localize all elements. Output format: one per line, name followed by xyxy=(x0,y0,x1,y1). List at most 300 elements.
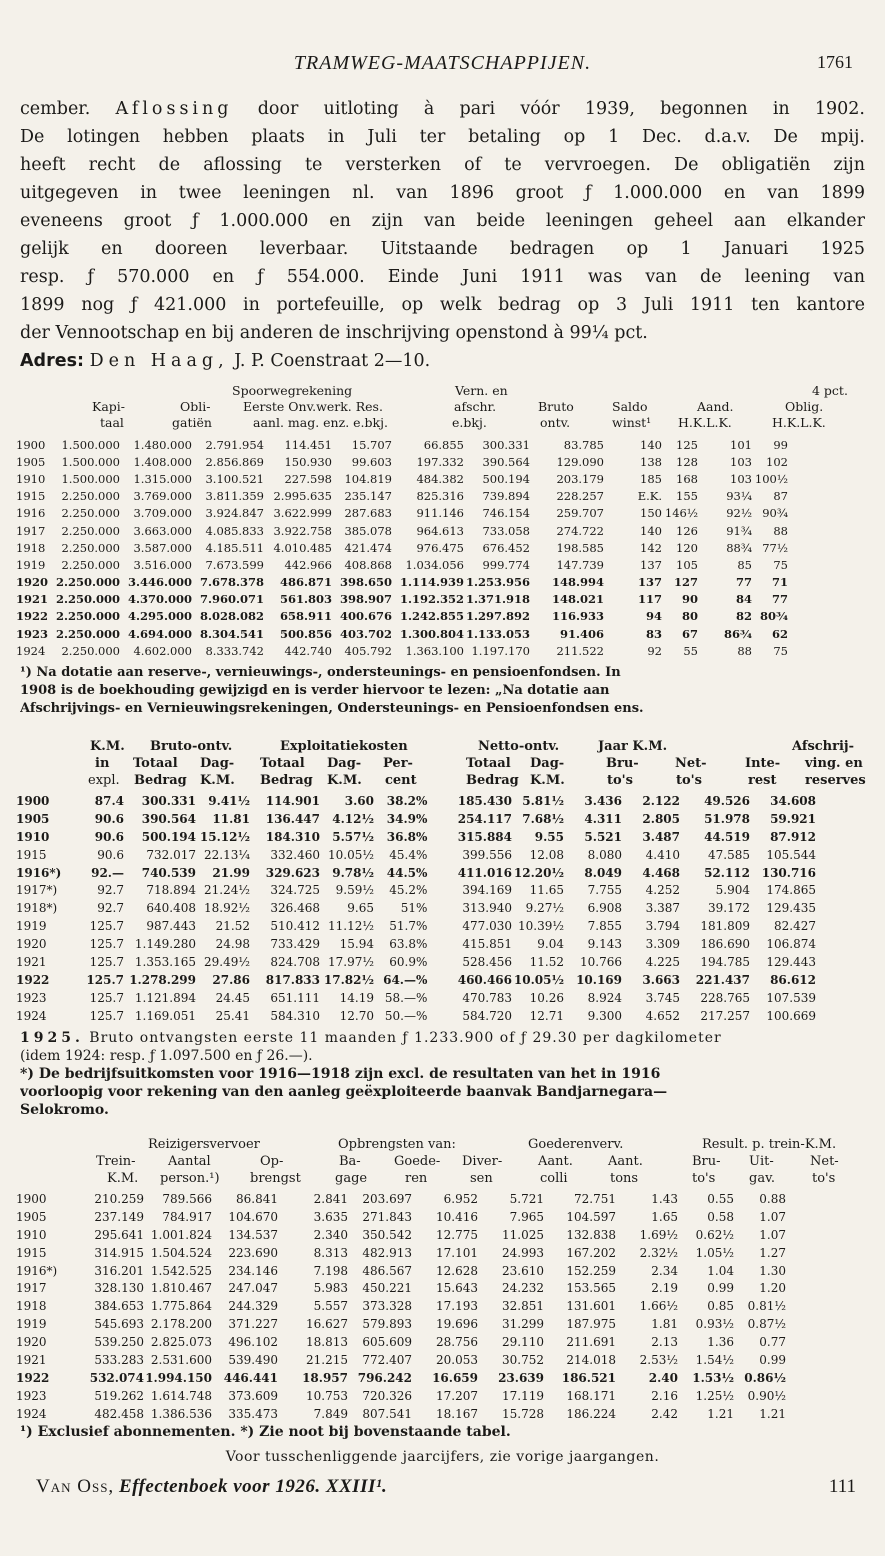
table-cell: 90¾ xyxy=(762,506,788,521)
table-cell: 92½ xyxy=(726,506,752,521)
hdr-obli: Obli- xyxy=(180,399,211,414)
hdr-afschr: afschr. xyxy=(454,399,497,414)
table-cell: 999.774 xyxy=(482,557,530,572)
table-cell: 148.021 xyxy=(551,592,604,607)
table-cell: 4.225 xyxy=(645,954,680,969)
table-row xyxy=(16,917,816,935)
table-cell: 446.441 xyxy=(223,1370,278,1385)
table-cell: 3.924.847 xyxy=(205,506,264,521)
table-cell: 3.100.521 xyxy=(205,471,264,486)
table-cell: 0.86½ xyxy=(744,1370,786,1385)
table-cell: 8.080 xyxy=(587,847,622,862)
table-cell: 6.952 xyxy=(443,1191,478,1206)
table-cell: 10.26 xyxy=(529,990,564,1005)
year-cell: 1919 xyxy=(16,1317,47,1332)
table-cell: 2.250.000 xyxy=(61,643,120,658)
year-cell: 1922 xyxy=(16,609,49,624)
table-cell: 77 xyxy=(771,592,788,607)
running-header xyxy=(0,52,885,80)
table-cell: 58.— xyxy=(384,990,416,1005)
table-cell: 82.427 xyxy=(774,919,816,934)
hdr-uit: Uit- xyxy=(749,1154,774,1169)
table-cell: 11.52 xyxy=(529,954,564,969)
table-cell: 4.085.833 xyxy=(205,523,264,538)
table-cell: 83 xyxy=(645,626,662,641)
table-cell: 90.6 xyxy=(94,829,124,844)
table-cell: 1.81 xyxy=(651,1317,678,1332)
hdr-afschrij: Afschrij- xyxy=(792,739,855,754)
table-cell: 90.6 xyxy=(94,811,124,826)
table-cell: 87 xyxy=(773,489,788,504)
table-cell: 539.490 xyxy=(228,1352,278,1367)
table-cell: 398.650 xyxy=(339,575,392,590)
address-street: J. P. Coenstraat 2—10. xyxy=(228,351,431,371)
table-cell: 29.110 xyxy=(502,1335,544,1350)
table-cell: 186.224 xyxy=(566,1406,616,1421)
table-cell: % xyxy=(416,972,428,987)
table-cell: 45.4 xyxy=(389,847,416,862)
table-cell: 21.99 xyxy=(212,865,250,880)
table-row xyxy=(16,846,816,864)
table-cell: 316.201 xyxy=(94,1263,144,1278)
table-cell: 584.310 xyxy=(270,1008,320,1023)
hdr-totaal: Totaal xyxy=(466,756,511,771)
year-cell: 1923 xyxy=(16,990,47,1005)
table-cell: 18.813 xyxy=(306,1335,348,1350)
table-cell: % xyxy=(416,883,428,898)
intro-paragraph xyxy=(20,95,865,375)
table-cell: 1.27 xyxy=(759,1245,786,1260)
table-cell: 484.382 xyxy=(416,471,464,486)
table-cell: 0.99 xyxy=(707,1281,734,1296)
table-cell: 11.025 xyxy=(502,1227,544,1242)
year-cell: 1910 xyxy=(16,1227,47,1242)
table-cell: 584.720 xyxy=(462,1008,512,1023)
table-cell: 3.635 xyxy=(313,1209,348,1224)
table-cell: 2.250.000 xyxy=(61,540,120,555)
year-cell: 1918 xyxy=(16,1299,47,1314)
table-cell: 1.149.280 xyxy=(134,937,196,952)
table-cell: 36.8 xyxy=(386,829,416,844)
hdr-bru: Bru- xyxy=(606,756,639,771)
table-cell: 11.12½ xyxy=(328,919,374,934)
table-cell: 184.310 xyxy=(265,829,320,844)
table-cell: 561.803 xyxy=(279,592,332,607)
table-cell: 3.309 xyxy=(645,937,680,952)
table-row xyxy=(16,522,788,539)
table-cell: 126 xyxy=(676,523,698,538)
table2-notes xyxy=(20,1029,865,1119)
table-cell: 2.856.869 xyxy=(205,454,264,469)
table-cell: 4.370.000 xyxy=(127,592,192,607)
table-cell: 185.430 xyxy=(457,793,512,808)
table-cell: 1.500.000 xyxy=(61,471,120,486)
hdr-bruto: Bruto xyxy=(538,399,574,414)
table-cell: 129.435 xyxy=(766,901,816,916)
table-cell: 107.539 xyxy=(766,990,816,1005)
table-cell: 539.250 xyxy=(94,1335,144,1350)
table-cell: 92 xyxy=(647,643,662,658)
table-cell: 83.785 xyxy=(563,437,604,452)
table-cell: 116.933 xyxy=(551,609,604,624)
table-cell: 18.957 xyxy=(302,1370,348,1385)
table-cell: 390.564 xyxy=(141,811,196,826)
table-cell: 500.194 xyxy=(141,829,196,844)
table-row xyxy=(16,591,788,608)
table-cell: 313.940 xyxy=(462,901,512,916)
table-cell: 55 xyxy=(683,643,698,658)
hdr-opbrengsten: Opbrengsten van: xyxy=(338,1137,456,1152)
table-cell: 21.215 xyxy=(306,1352,348,1367)
table-cell: 1.30 xyxy=(759,1263,786,1278)
table-cell: 2.250.000 xyxy=(61,506,120,521)
table-cell: 545.693 xyxy=(94,1317,144,1332)
hdr-ba: Ba- xyxy=(339,1154,361,1169)
table-row xyxy=(16,642,788,659)
table-cell: 203.179 xyxy=(556,471,604,486)
table-cell: 87.4 xyxy=(94,793,124,808)
table-cell: 1.21 xyxy=(707,1406,734,1421)
page-footer xyxy=(36,1476,856,1506)
table-cell: 1.53½ xyxy=(692,1370,734,1385)
table-cell: 1.500.000 xyxy=(61,437,120,452)
table-cell: 718.894 xyxy=(146,883,196,898)
table-cell: 1.192.352 xyxy=(399,592,464,607)
hdr-in: in xyxy=(95,756,110,771)
table-cell: 9.59½ xyxy=(335,883,374,898)
hdr-oblig: Oblig. xyxy=(785,399,824,414)
table-cell: 87.912 xyxy=(770,829,816,844)
year-cell: 1916*) xyxy=(16,1263,58,1278)
table-cell: 22.13¼ xyxy=(204,847,250,862)
table-cell: 130.716 xyxy=(761,865,816,880)
hdr-person: person.¹) xyxy=(160,1171,220,1186)
table-cell: 5.81½ xyxy=(522,793,564,808)
table-cell: 824.708 xyxy=(270,954,320,969)
table-cell: 185 xyxy=(640,471,662,486)
table-row xyxy=(16,935,816,953)
table-cell: 24.98 xyxy=(215,937,250,952)
year-cell: 1905 xyxy=(16,454,46,469)
table-cell: 3.487 xyxy=(642,829,680,844)
table-cell: 300.331 xyxy=(482,437,530,452)
table-row xyxy=(16,453,788,470)
table-cell: 1.315.000 xyxy=(133,471,192,486)
table-cell: 1.480.000 xyxy=(133,437,192,452)
table-cell: 1.197.170 xyxy=(471,643,530,658)
table-cell: 500.194 xyxy=(482,471,530,486)
year-cell: 1915 xyxy=(16,1245,47,1260)
table-cell: 1.07 xyxy=(759,1209,786,1224)
intro-text: cember. xyxy=(20,99,116,119)
intro-line: heeft recht de aflossing te versterken of te vervroegen. De obligatiën zijn xyxy=(20,155,865,175)
table-row xyxy=(16,1262,786,1280)
intro-line xyxy=(20,95,865,123)
table-row xyxy=(16,899,816,917)
hdr-exploitatie: Exploitatiekosten xyxy=(280,739,408,754)
table-row xyxy=(16,1208,786,1226)
table-cell: 75 xyxy=(773,557,788,572)
table-cell: 390.564 xyxy=(482,454,530,469)
table-cell: 1.353.165 xyxy=(134,954,196,969)
intro-spaced-word: Aflossing xyxy=(115,99,233,119)
hdr-op: Op- xyxy=(260,1154,284,1169)
table-cell: 394.169 xyxy=(462,883,512,898)
table-cell: 2.340 xyxy=(313,1227,348,1242)
table3-footnote2 xyxy=(20,1448,865,1466)
table-cell: 10.169 xyxy=(576,972,622,987)
table-cell: 234.146 xyxy=(228,1263,278,1278)
table-cell: 911.146 xyxy=(416,506,464,521)
hdr-spoorweg: Spoorwegrekening xyxy=(232,383,353,398)
hdr-aantal: Aantal xyxy=(168,1154,211,1169)
table-cell: 1.001.824 xyxy=(150,1227,212,1242)
hdr-net: Net- xyxy=(810,1154,839,1169)
table-cell: 1.36 xyxy=(707,1335,734,1350)
table-cell: 30.752 xyxy=(502,1352,544,1367)
table-cell: 8.028.082 xyxy=(199,609,264,624)
year-cell: 1916 xyxy=(16,506,46,521)
hdr-bedrag: Bedrag xyxy=(134,773,187,788)
table-cell: 373.609 xyxy=(228,1388,278,1403)
table-cell: 0.88 xyxy=(759,1191,786,1206)
hdr-reizigers: Reizigersvervoer xyxy=(148,1137,260,1152)
table-cell: 4.010.485 xyxy=(273,540,332,555)
table-cell: 640.408 xyxy=(146,901,196,916)
table-cell: 532.074 xyxy=(89,1370,144,1385)
table-cell: 17.193 xyxy=(436,1299,478,1314)
table-cell: 137 xyxy=(640,557,662,572)
table-cell: 211.522 xyxy=(556,643,604,658)
table-cell: 415.851 xyxy=(462,937,512,952)
table-cell: 328.130 xyxy=(94,1281,144,1296)
table-cell: 12.628 xyxy=(436,1263,478,1278)
table-cell: 99.603 xyxy=(351,454,392,469)
table-cell: 217.257 xyxy=(700,1008,750,1023)
table-cell: 274.722 xyxy=(556,523,604,538)
table-cell: 442.740 xyxy=(284,643,332,658)
table-cell: 106.874 xyxy=(766,937,816,952)
table-cell: 1.66½ xyxy=(639,1299,678,1314)
hdr-taal: taal xyxy=(100,415,124,430)
table-cell: 2.841 xyxy=(313,1191,348,1206)
table-cell: 373.328 xyxy=(362,1299,412,1314)
table-cell: 3.622.999 xyxy=(273,506,332,521)
table-cell: 7.198 xyxy=(313,1263,348,1278)
hdr-winst: winst¹ xyxy=(612,415,652,430)
table-cell: 4.295.000 xyxy=(127,609,192,624)
table-cell: 7.68½ xyxy=(522,811,564,826)
hdr-eerste: Eerste Onv.werk. Res. xyxy=(243,399,383,414)
table-cell: 0.99 xyxy=(759,1352,786,1367)
table-cell: 10.416 xyxy=(436,1209,478,1224)
table-cell: 86.612 xyxy=(770,972,816,987)
table-cell: 0.55 xyxy=(707,1191,734,1206)
table-cell: 91¾ xyxy=(726,523,752,538)
hdr-ebkj: e.bkj. xyxy=(452,415,487,430)
table-cell: 5.904 xyxy=(715,883,750,898)
table-cell: 3.709.000 xyxy=(133,506,192,521)
table-cell: 720.326 xyxy=(362,1388,412,1403)
address-line xyxy=(20,347,865,375)
hdr-ving: ving. en xyxy=(805,756,863,771)
table-cell: 1.242.855 xyxy=(399,609,464,624)
hdr-expl: expl. xyxy=(88,773,120,788)
hdr-result: Result. p. trein-K.M. xyxy=(702,1137,837,1152)
table-cell: 125.7 xyxy=(89,1008,124,1023)
table-cell: % xyxy=(416,865,428,880)
table-cell: 421.474 xyxy=(344,540,392,555)
table-cell: 332.460 xyxy=(270,847,320,862)
table-cell: 125.7 xyxy=(89,990,124,1005)
table-cell: 1.69½ xyxy=(639,1227,678,1242)
table-cell: 15.94 xyxy=(339,937,374,952)
year-cell: 1917*) xyxy=(16,883,58,898)
table-cell: 326.468 xyxy=(270,901,320,916)
hdr-hklk-oblig: H.K.L.K. xyxy=(772,415,826,430)
table-cell: 23.610 xyxy=(502,1263,544,1278)
table-cell: 3.663 xyxy=(642,972,680,987)
year-cell: 1922 xyxy=(16,972,50,987)
table-cell: 0.93½ xyxy=(695,1317,734,1332)
hdr-tons: tons xyxy=(610,1171,639,1186)
table-cell: 9.27½ xyxy=(525,901,564,916)
table-cell: 92.7 xyxy=(97,883,124,898)
hdr-diver: Diver- xyxy=(462,1154,503,1169)
table-cell: 825.316 xyxy=(416,489,464,504)
table-cell: 2.791.954 xyxy=(205,437,264,452)
table-cell: 486.871 xyxy=(279,575,332,590)
table-cell: 32.851 xyxy=(502,1299,544,1314)
table-cell: 987.443 xyxy=(146,919,196,934)
table-cell: 1.386.536 xyxy=(150,1406,212,1421)
table-cell: 99 xyxy=(773,437,788,452)
table-cell: 807.541 xyxy=(362,1406,412,1421)
table-cell: 4.468 xyxy=(642,865,680,880)
table-cell: 15.728 xyxy=(502,1406,544,1421)
table-cell: 733.058 xyxy=(482,523,530,538)
hdr-vern: Vern. en xyxy=(455,383,508,398)
table-cell: 2.34 xyxy=(651,1263,678,1278)
table-cell: 817.833 xyxy=(265,972,320,987)
table-cell: 3.387 xyxy=(645,901,680,916)
year-cell: 1915 xyxy=(16,489,46,504)
table-cell: 24.993 xyxy=(502,1245,544,1260)
table-cell: 3.516.000 xyxy=(133,557,192,572)
table-cell: 18.92½ xyxy=(204,901,250,916)
table-cell: 964.613 xyxy=(416,523,464,538)
year-cell: 1920 xyxy=(16,937,47,952)
table-cell: 3.446.000 xyxy=(127,575,192,590)
footer-book-title: Effectenboek voor 1926. XXIII¹. xyxy=(118,1476,388,1497)
table-cell: 1.371.918 xyxy=(465,592,530,607)
table-cell: 1.500.000 xyxy=(61,454,120,469)
table-cell: 732.017 xyxy=(146,847,196,862)
table2 xyxy=(16,792,816,1025)
table-cell: 174.865 xyxy=(766,883,816,898)
hdr-tos: to's xyxy=(812,1171,836,1186)
table-row xyxy=(16,792,816,810)
hdr-kapi: Kapi- xyxy=(92,399,126,414)
table-cell: 223.690 xyxy=(228,1245,278,1260)
table-cell: 254.117 xyxy=(457,811,512,826)
table-cell: 50.— xyxy=(384,1008,416,1023)
table-cell: 4.12½ xyxy=(332,811,374,826)
table-cell: 2.531.600 xyxy=(150,1352,212,1367)
table-cell: 11.81 xyxy=(212,811,250,826)
table-cell: 59.921 xyxy=(770,811,816,826)
table-cell: 67 xyxy=(681,626,698,641)
table-cell: 85 xyxy=(737,557,752,572)
footnote-line: Voor tusschenliggende jaarcijfers, zie vorige jaargangen. xyxy=(225,1449,660,1465)
hdr-aand: Aand. xyxy=(697,399,734,414)
table-cell: 77 xyxy=(735,575,752,590)
table-cell: 153.565 xyxy=(566,1281,616,1296)
table-cell: 17.97½ xyxy=(328,954,374,969)
table-cell: 105 xyxy=(676,557,698,572)
table-cell: 1.504.524 xyxy=(150,1245,212,1260)
table-cell: 104.670 xyxy=(228,1209,278,1224)
year-cell: 1917 xyxy=(16,523,46,538)
table-cell: 1.20 xyxy=(759,1281,786,1296)
table-cell: 228.765 xyxy=(700,990,750,1005)
table-cell: 1.25½ xyxy=(695,1388,734,1403)
table-cell: 470.783 xyxy=(462,990,512,1005)
hdr-bedrag: Bedrag xyxy=(466,773,519,788)
hdr-km: K.M. xyxy=(107,1171,139,1186)
table-cell: 17.101 xyxy=(436,1245,478,1260)
table-cell: 52.112 xyxy=(704,865,750,880)
table-cell: 49.526 xyxy=(704,793,750,808)
hdr-rest: rest xyxy=(748,773,777,788)
year-cell: 1924 xyxy=(16,1008,47,1023)
hdr-jaar-km: Jaar K.M. xyxy=(598,739,668,754)
table-cell: 1.614.748 xyxy=(150,1388,212,1403)
table-cell: 16.627 xyxy=(306,1317,348,1332)
table-cell: 88 xyxy=(737,643,752,658)
table-row xyxy=(16,556,788,573)
table-cell: 88 xyxy=(773,523,788,538)
table-row xyxy=(16,1333,786,1351)
table-cell: 10.05½ xyxy=(513,972,564,987)
table-cell: 24.45 xyxy=(215,990,250,1005)
footnote-line: ¹) Exclusief abonnementen. *) Zie noot bij bovenstaande tabel. xyxy=(20,1424,511,1440)
table-cell: 34.9 xyxy=(386,811,416,826)
table-cell: 90 xyxy=(681,592,698,607)
year-cell: 1918 xyxy=(16,540,46,555)
table-cell: 88¾ xyxy=(726,540,752,555)
table-cell: 186.690 xyxy=(700,937,750,952)
address-label: Adres: xyxy=(20,351,84,371)
table-cell: 150 xyxy=(640,506,662,521)
table-row xyxy=(16,1405,786,1423)
hdr-inte: Inte- xyxy=(745,756,781,771)
intro-line: uitgegeven in twee leeningen nl. van 1896 groot ƒ 1.000.000 en van 1899 xyxy=(20,183,865,203)
hdr-hklk-aand: H.K.L.K. xyxy=(678,415,732,430)
table-row xyxy=(16,470,788,487)
table-cell: 45.2 xyxy=(389,883,416,898)
year-cell: 1917 xyxy=(16,1281,47,1296)
table-cell: 2.122 xyxy=(642,793,680,808)
table-cell: 2.178.200 xyxy=(150,1317,212,1332)
table-cell: 533.283 xyxy=(94,1352,144,1367)
table-cell: 605.609 xyxy=(362,1335,412,1350)
table-cell: 300.331 xyxy=(141,793,196,808)
table-row xyxy=(16,989,816,1007)
table-row xyxy=(16,810,816,828)
table-cell: 12.70 xyxy=(339,1008,374,1023)
table-cell: 150.930 xyxy=(284,454,332,469)
